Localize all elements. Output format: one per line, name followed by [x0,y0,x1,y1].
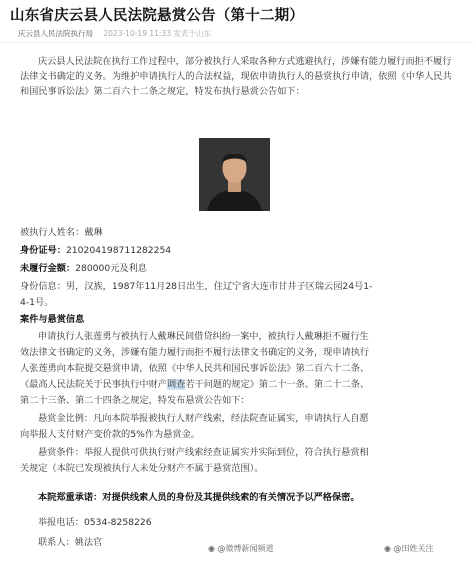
info-row [20,278,372,292]
reward-cond-row-2: 关规定（本院已发现被执行人未处分财产不属于悬赏范围）。 [20,463,264,474]
amount-row [20,260,147,274]
contact-value: 姚法官 [74,537,103,548]
case-line-5: 第二十三条、第二十四条之规定，特发布悬赏公告如下： [20,395,250,406]
contact-row [38,534,102,548]
reward-cond-text: 举报人提供可供执行财产线索经查证属实并实际到位，符合执行悬赏相 [83,447,369,458]
case-heading: 案件与悬赏信息 [20,314,85,325]
source-link[interactable]: 庆云县人民法院执行局 [18,29,93,38]
portrait-image [199,138,270,211]
contact-label: 联系人： [38,537,75,548]
case-line-2: 效法律文书确定的义务，涉嫌有能力履行而拒不履行法律文书确定的义务，现申请执行 [20,347,370,358]
reward-amount-label: 悬赏金比例： [38,413,94,424]
phone-row [38,514,152,528]
reward-cond-label: 悬赏条件： [38,447,84,458]
name-value: 戴琳 [84,227,103,238]
weibo-icon: ◉ [208,544,215,553]
watermark-left-text: @微博新闻频道 [217,544,274,553]
article-meta [18,28,211,39]
reward-amount-text: 凡向本院举报被执行人财产线索，经法院查证属实，申请执行人自愿 [93,413,369,424]
name-row [20,224,103,238]
reward-amount-row-2: 向举报人支付财产变价款的5%作为悬赏金。 [20,429,200,440]
intro-paragraph: 庆云县人民法院在执行工作过程中，部分被执行人采取各种方式逃避执行，涉嫌有能力履行而拒不履行法律文书确定的义务。为维护申请执行人的合法权益，现依申请执行人的悬赏执行申请，依照《中华人民共和国民事诉讼法》第二百六十二条之规定，特发布执行悬赏公告如下： [20,56,452,97]
page-title: 山东省庆云县人民法院悬赏公告（第十二期） [10,8,304,24]
watermark-right-text: @田姓关注 [393,544,434,553]
case-line-4a: 《最高人民法院关于民事执行中财产 [20,379,167,390]
reward-cond-row [38,444,369,458]
publish-date: 2023-10-19 11:33 发表于山东 [103,29,211,38]
weibo-icon: ◉ [384,544,391,553]
info-label: 身份信息： [20,281,66,292]
amount-label: 未履行金额： [20,263,76,274]
info-row-2: 4-1号。 [20,297,54,308]
phone-value[interactable]: 0534-8258226 [83,517,152,528]
suspect-photo [199,138,270,211]
reward-amount-row [38,410,369,424]
case-line-4b: 若干问题的规定》第二十一条、第二十二条、 [185,379,370,390]
info-value: 男，汉族，1987年11月28日出生，住辽宁省大连市甘井子区瑞云园24号1- [65,281,373,292]
id-label: 身份证号： [20,245,66,256]
name-label: 被执行人姓名： [20,227,85,238]
watermark-left [208,543,274,554]
case-line-4 [20,376,369,390]
divider [0,42,474,43]
amount-value: 280000元及利息 [75,263,147,274]
case-line-1: 申请执行人张莲勇与被执行人戴琳民间借贷纠纷一案中，被执行人戴琳拒不履行生 [38,331,369,342]
id-value: 210204198711282254 [65,245,172,256]
highlighted-word: 调查 [167,379,186,390]
phone-label: 举报电话： [38,517,84,528]
id-row [20,242,171,256]
watermark-right [384,543,434,554]
confidentiality-promise: 本院郑重承诺：对提供线索人员的身份及其提供线索的有关情况予以严格保密。 [38,492,360,503]
case-line-3: 人张莲勇向本院提交悬赏申请，依照《中华人民共和国民事诉讼法》第二百六十二条、 [20,363,370,374]
